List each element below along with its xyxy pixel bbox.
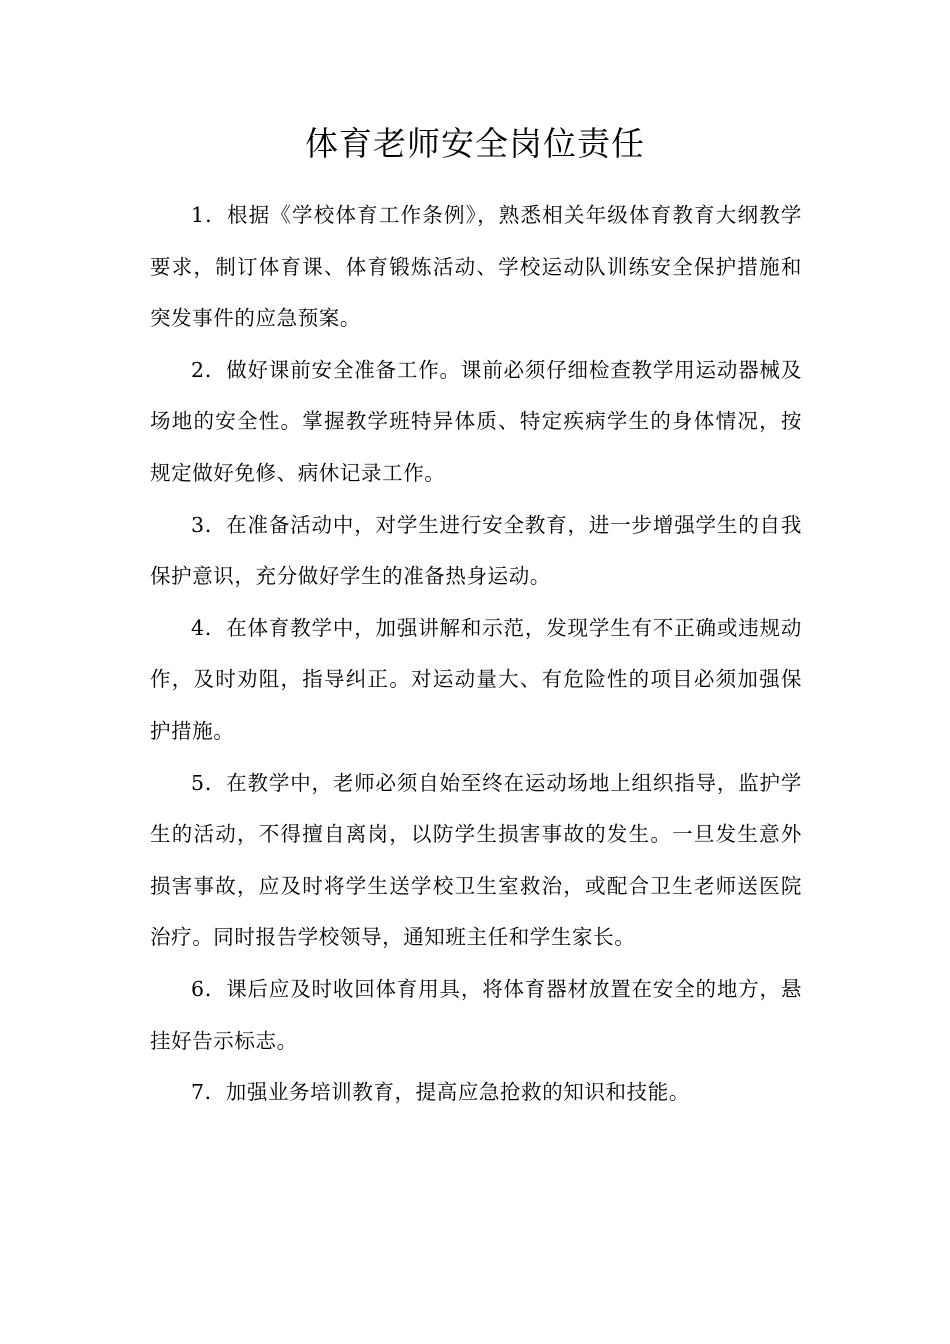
paragraph-1: 1．根据《学校体育工作条例》，熟悉相关年级体育教育大纲教学要求，制订体育课、体育锻炼活动、学校运动队训练安全保护措施和突发事件的应急预案。 <box>150 203 802 331</box>
document-title: 体育老师安全岗位责任 <box>305 124 645 163</box>
document-body <box>150 190 802 1119</box>
paragraph-6: 6．课后应及时收回体育用具，将体育器材放置在安全的地方，悬挂好告示标志。 <box>150 976 802 1053</box>
paragraph-7: 7．加强业务培训教育，提高应急抢救的知识和技能。 <box>191 1080 690 1105</box>
paragraph-5: 5．在教学中，老师必须自始至终在运动场地上组织指导，监护学生的活动，不得擅自离岗，以防学生损害事故的发生。一旦发生意外损害事故，应及时将学生送学校卫生室救治，或配合卫生老师送医院治疗。同时报告学校领导，通知班主任和学生家长。 <box>150 770 802 950</box>
paragraph-4: 4．在体育教学中，加强讲解和示范，发现学生有不正确或违规动作，及时劝阻，指导纠正。对运动量大、有危险性的项目必须加强保护措施。 <box>150 615 802 743</box>
paragraph-2: 2．做好课前安全准备工作。课前必须仔细检查教学用运动器械及场地的安全性。掌握教学班特异体质、特定疾病学生的身体情况，按规定做好免修、病休记录工作。 <box>150 357 802 485</box>
paragraph-3: 3．在准备活动中，对学生进行安全教育，进一步增强学生的自我保护意识，充分做好学生的准备热身运动。 <box>150 512 802 589</box>
